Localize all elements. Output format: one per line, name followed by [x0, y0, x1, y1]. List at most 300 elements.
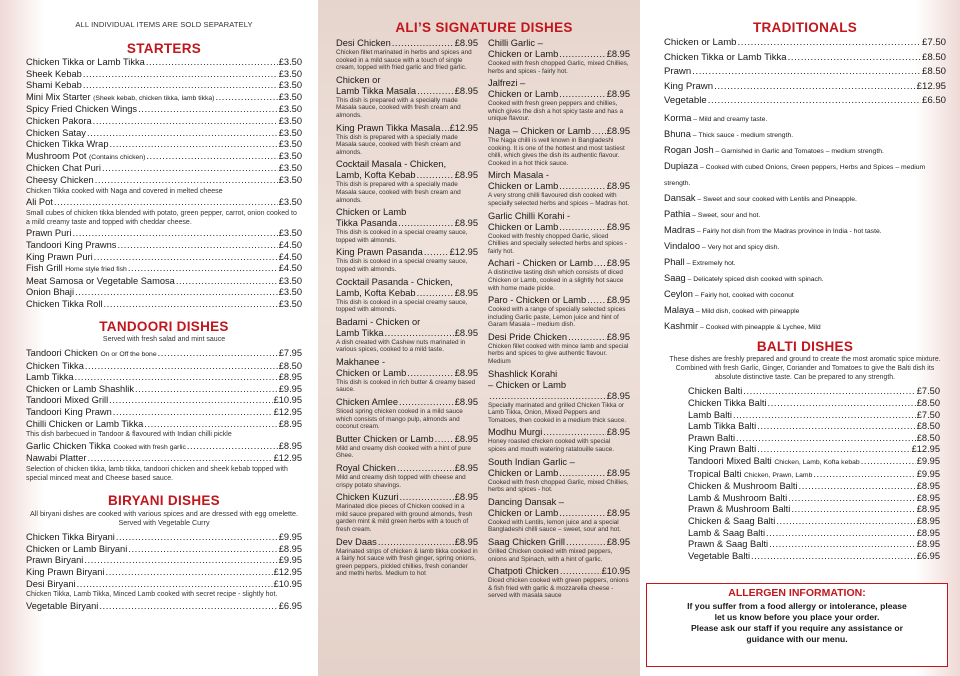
dish-price: £8.95	[454, 218, 478, 229]
menu-item-row	[26, 395, 302, 407]
dot-leader	[72, 228, 277, 240]
item-name	[26, 453, 86, 465]
dish-price: £8.95	[454, 38, 478, 48]
item-description: Selection of chicken tikka, lamb tikka, tandoori chicken and sheek kebab topped with special minced meat and Cheese based sauce.	[26, 465, 288, 483]
signature-dish	[336, 434, 478, 460]
item-name-text: Chicken Chat Puri	[26, 163, 101, 174]
curry-style-desc: – Thick sauce - medium strength.	[690, 131, 794, 139]
dot-leader	[87, 453, 272, 465]
middle-panel	[318, 0, 640, 676]
dot-leader	[788, 51, 921, 66]
signature-dish	[336, 207, 478, 244]
menu-item-row	[688, 433, 940, 445]
item-description: This dish barbecued in Tandoor & flavoured with Indian chilli pickle	[26, 431, 232, 439]
menu-item	[688, 504, 940, 516]
item-name	[688, 421, 756, 433]
item-name	[26, 175, 94, 187]
dish-price-row	[488, 537, 630, 548]
dish-description: Sliced spring chicken cooked in a mild sauce which consists of mango pulp, almonds and coconut cream.	[336, 408, 463, 431]
signature-dish	[336, 463, 478, 489]
signature-dish	[336, 38, 478, 72]
menu-item-row	[26, 228, 302, 240]
curry-style	[664, 159, 946, 191]
dot-leader	[93, 116, 278, 128]
signature-title: ALI’S SIGNATURE DISHES	[395, 20, 573, 35]
dot-leader	[75, 372, 278, 384]
left-panel	[0, 0, 318, 676]
menu-item-row	[26, 361, 302, 373]
item-name-text: Chicken Satay	[26, 127, 86, 138]
dot-leader	[128, 544, 277, 556]
item-price: £8.95	[278, 440, 302, 451]
item-price: £8.95	[916, 504, 940, 515]
item-price: £9.95	[916, 456, 940, 466]
dot-leader	[594, 258, 606, 269]
separate-items-notice: ALL INDIVIDUAL ITEMS ARE SOLD SEPARATELY	[75, 20, 253, 29]
dish-name: Saag Chicken Grill	[488, 537, 565, 547]
curry-style-desc: – Fairly hot, cooked with coconut	[692, 291, 794, 299]
menu-item	[688, 528, 940, 540]
item-name	[688, 481, 798, 493]
menu-item	[688, 421, 940, 433]
item-name-text: Lamb Balti	[688, 409, 732, 420]
menu-item-row	[26, 128, 302, 140]
dot-leader	[113, 407, 273, 419]
item-price: £3.50	[278, 104, 302, 115]
signature-dish	[488, 38, 630, 75]
menu-item-row	[26, 287, 302, 299]
dish-price: £8.95	[606, 258, 630, 269]
item-name	[26, 92, 214, 105]
menu-item-row	[26, 163, 302, 175]
dot-leader	[559, 468, 605, 479]
dot-leader	[791, 504, 915, 516]
item-name-text: Chicken Tikka or Lamb Tikka	[26, 57, 145, 67]
dish-description: This dish is cooked in a special creamy sauce, topped with almonds.	[336, 298, 468, 314]
dish-price: £8.95	[606, 89, 630, 100]
menu-item-row	[26, 104, 302, 116]
item-price: £4.50	[278, 263, 302, 274]
item-name	[26, 240, 116, 252]
item-name-text: Vegetable Biryani	[26, 600, 99, 611]
dish-name: Modhu Murgi	[488, 427, 543, 438]
item-name-text: Chicken Tikka Roll	[26, 299, 103, 309]
dot-leader	[158, 348, 278, 360]
base-name: Chicken or Lamb	[664, 37, 737, 48]
dish-name: Lamb, Kofta Kebab	[336, 287, 416, 298]
curry-style	[664, 287, 946, 303]
signature-dish	[488, 126, 630, 167]
dot-leader	[378, 537, 454, 548]
signature-dish	[488, 170, 630, 207]
dot-leader	[106, 567, 273, 579]
dish-description: This dish is cooked in a special creamy sauce, topped with almonds.	[336, 229, 468, 244]
dish-name: Chicken or Lamb	[488, 89, 559, 100]
item-name-text: Lamb Tikka Balti	[688, 421, 757, 432]
menu-item	[26, 372, 302, 384]
item-name	[26, 361, 84, 373]
item-name	[26, 579, 76, 591]
biryani-title: BIRYANI DISHES	[108, 492, 220, 508]
dish-price: £8.95	[606, 125, 630, 136]
dish-name-line: Cocktail Masala - Chicken,	[336, 159, 447, 170]
item-name	[26, 228, 71, 240]
signature-dish	[488, 211, 630, 256]
menu-item-row	[26, 372, 302, 384]
item-name-text: Tropical Balti	[688, 468, 742, 479]
menu-item	[26, 57, 302, 69]
item-name	[688, 386, 742, 398]
item-price: £8.95	[916, 539, 940, 550]
dot-leader	[592, 126, 606, 137]
item-price: £9.95	[278, 555, 302, 566]
menu-item-row	[26, 567, 302, 579]
dot-leader	[424, 247, 449, 258]
dot-leader	[135, 384, 278, 396]
item-price: £3.50	[278, 299, 302, 309]
item-name	[26, 197, 53, 209]
curry-style-desc: – Extremely hot.	[684, 259, 736, 267]
tandoori-title: TANDOORI DISHES	[99, 318, 229, 334]
curry-style-desc: – Mild and creamy taste.	[691, 115, 768, 123]
item-price: £8.50	[916, 432, 940, 443]
signature-dish	[488, 427, 630, 453]
dot-leader	[714, 80, 916, 95]
item-note: On or Off the bone	[100, 351, 157, 359]
item-name	[688, 516, 775, 528]
menu-item	[688, 551, 940, 563]
dish-price-row	[336, 38, 478, 49]
dot-leader	[102, 163, 278, 175]
right-panel	[640, 0, 960, 676]
curry-style	[664, 191, 946, 207]
dish-description: This dish is cooked in a special creamy sauce, topped with almonds.	[336, 258, 468, 273]
item-name-text: Prawn Puri	[26, 228, 72, 239]
item-name	[26, 299, 102, 311]
menu-item	[688, 481, 940, 493]
dot-leader	[392, 38, 454, 49]
item-note: Chicken, Lamb, Kofta kebab	[774, 459, 860, 466]
menu-item-row	[26, 57, 302, 69]
item-name-text: Chicken Pakora	[26, 115, 92, 126]
dish-name: Achari - Chicken or Lamb	[488, 258, 593, 269]
signature-dish	[488, 537, 630, 563]
menu-item-row	[26, 579, 302, 591]
menu-item	[26, 128, 302, 140]
balti-subtitle: These dishes are freshly prepared and ground to create the most aromatic spice mixture. Combined with fresh Garlic, Ginger, Coriander and Tomatoes to give the Balti dish its absolute distinctive taste. Can be prepared to any strength.	[669, 355, 941, 382]
item-name-text: Mini Mix Starter	[26, 91, 91, 102]
item-name	[26, 128, 86, 140]
item-name	[26, 601, 98, 613]
traditionals-title: TRADITIONALS	[752, 20, 858, 35]
dish-description: Cooked with Lentils, lemon juice and a special Bangladeshi chilli sauce – sweet, sour and hot.	[488, 518, 621, 534]
curry-style-name: Ceylon	[664, 288, 693, 299]
dish-name-line: Mirch Masala -	[488, 170, 549, 181]
allergen-line: Please ask our staff if you require any assistance or	[690, 623, 904, 633]
dot-leader	[128, 263, 278, 275]
dish-name: Lamb Tikka	[336, 327, 384, 338]
dish-price-row	[488, 508, 630, 519]
item-price: £8.50	[278, 360, 302, 371]
dot-leader	[441, 123, 448, 134]
item-name	[26, 441, 186, 454]
menu-item-row	[26, 407, 302, 419]
item-price: £8.95	[916, 481, 940, 492]
starters-list	[26, 57, 302, 311]
dish-description: Cooked with fresh green peppers and chillies, which gives the dish a hot spicy taste and has a unique flavour.	[488, 100, 623, 123]
dot-leader	[417, 170, 454, 181]
item-name	[26, 276, 175, 288]
dot-leader	[708, 94, 921, 109]
curry-style	[664, 111, 946, 127]
item-price: £8.95	[916, 515, 940, 526]
item-name-text: Spicy Fried Chicken Wings	[26, 104, 138, 115]
menu-item-row	[26, 419, 302, 431]
dish-price-row	[336, 368, 478, 379]
dish-price-row	[488, 181, 630, 192]
dot-leader	[799, 481, 916, 493]
dish-price: £8.95	[454, 367, 478, 378]
dish-description: Chicken fillet cooked with mince lamb and special herbs and spices to give authentic flavour. Medium	[488, 342, 629, 366]
item-name	[688, 398, 767, 410]
menu-item	[688, 516, 940, 528]
dish-description: This dish is prepared with a specially made Masala sauce, cooked with fresh cream and almonds.	[336, 133, 461, 156]
menu-item-row	[26, 151, 302, 164]
dot-leader	[187, 441, 278, 453]
dish-price: £8.95	[454, 397, 478, 408]
dish-price-row	[336, 170, 478, 181]
dot-leader	[83, 80, 278, 92]
dot-leader	[738, 36, 921, 51]
dish-price: £8.95	[454, 492, 478, 503]
item-note: Home style fried fish	[65, 266, 127, 274]
menu-item	[26, 197, 302, 227]
curry-style	[664, 223, 946, 239]
curry-style-name: Bhuna	[664, 128, 691, 139]
traditional-base-row	[664, 94, 946, 109]
curry-style-desc: – Sweet, sour and hot.	[690, 211, 761, 219]
dish-name: Desi Chicken	[336, 38, 391, 48]
dish-name-line: Makhanee -	[336, 356, 386, 367]
item-price: £3.50	[278, 68, 302, 79]
dot-leader	[400, 492, 454, 503]
dish-name-line: Dancing Dansak –	[488, 496, 564, 507]
item-price: £12.95	[911, 444, 940, 455]
item-price: £3.50	[278, 196, 302, 207]
dish-price: £8.95	[454, 536, 478, 547]
menu-item-row	[26, 139, 302, 151]
item-name	[26, 104, 137, 116]
dish-price: £8.95	[606, 49, 630, 59]
dot-leader	[87, 128, 278, 140]
menu-item	[26, 601, 302, 613]
menu-item-row	[26, 544, 302, 556]
item-name	[26, 407, 112, 419]
menu-item	[26, 567, 302, 579]
menu-item	[26, 287, 302, 299]
menu-item-row	[26, 555, 302, 567]
item-name	[26, 252, 93, 264]
item-name-text: Fish Grill	[26, 263, 63, 274]
curry-style-desc: – Delicately spiced dish cooked with spinach.	[685, 275, 824, 283]
dish-price: £10.95	[601, 566, 630, 577]
dish-price: £8.95	[606, 507, 630, 518]
dish-name-line: – Chicken or Lamb	[488, 379, 567, 390]
dot-leader	[743, 386, 915, 398]
dish-description: This dish is prepared with a specially made Masala sauce, cooked with fresh cream and almonds.	[336, 96, 461, 119]
menu-item	[688, 386, 940, 398]
curry-style-name: Kashmir	[664, 320, 699, 331]
dot-leader	[176, 276, 278, 288]
dish-price: £8.95	[606, 390, 630, 401]
signature-column-1	[336, 38, 478, 603]
item-price: £9.95	[278, 532, 302, 543]
menu-item-row	[26, 384, 302, 396]
dish-price: £8.95	[606, 537, 630, 547]
dot-leader	[94, 252, 278, 264]
signature-dish	[488, 566, 630, 600]
menu-item-row	[688, 528, 940, 540]
dish-name: Chicken or Lamb	[488, 467, 559, 478]
item-price: £3.50	[278, 127, 302, 138]
dish-name: Butter Chicken or Lamb	[336, 433, 434, 444]
curry-style-name: Korma	[664, 112, 692, 123]
curry-style-name: Madras	[664, 224, 696, 235]
dish-description: Diced chicken cooked with green peppers, onions & fish fried with garlic & mozzarella cheese - served with masala sauce	[488, 577, 629, 600]
menu-item	[26, 441, 302, 454]
dish-description: Cooked with fresh chopped Garlic, mixed Chillies, herbs and spices - hot.	[488, 478, 629, 494]
menu-item-row	[688, 493, 940, 505]
biryani-subtitle: All biryani dishes are cooked with various spices and are dressed with egg omelette. Served with Vegetable Curry	[29, 508, 299, 528]
item-price: £8.50	[916, 398, 940, 409]
dish-price-row	[488, 427, 630, 438]
dish-price: £8.95	[606, 467, 630, 478]
item-price: £3.50	[278, 228, 302, 239]
curry-style-desc: – Very hot and spicy dish.	[700, 243, 780, 251]
dish-description: Mild and creamy dish topped with cheese and crispy potato shavings.	[336, 474, 466, 489]
menu-item-row	[26, 441, 302, 454]
menu-item	[26, 163, 302, 175]
signature-dish	[336, 247, 478, 273]
menu-item-row	[688, 469, 940, 482]
curry-style-name: Pathia	[664, 208, 691, 219]
dot-leader	[768, 398, 916, 410]
dish-description: Cooked with fresh chopped Garlic, mixed Chillies, herbs and spices - fairly hot.	[488, 60, 629, 75]
item-price: £7.50	[916, 386, 940, 397]
dish-price-row	[336, 247, 478, 258]
dot-leader	[587, 295, 606, 306]
dish-price-row	[336, 434, 478, 445]
menu-item-row	[26, 263, 302, 276]
menu-item	[26, 252, 302, 264]
dish-name: Lamb, Kofta Kebab	[336, 170, 416, 181]
item-name-text: Chicken Tikka Biryani	[26, 532, 115, 543]
allergen-line: guidance with our menu.	[746, 634, 848, 644]
menu-item-row	[26, 116, 302, 128]
item-price: £8.95	[916, 492, 940, 503]
item-name	[26, 80, 82, 92]
item-description: Chicken Tikka cooked with Naga and covered in melted cheese	[26, 187, 223, 195]
menu-item	[26, 299, 302, 311]
dot-leader	[733, 410, 916, 422]
dot-leader	[84, 555, 277, 567]
menu-item	[26, 555, 302, 567]
dish-name-line: Chicken or Lamb	[336, 207, 407, 218]
menu-item	[26, 453, 302, 483]
dot-leader	[215, 92, 277, 104]
dot-leader	[54, 197, 278, 209]
menu-item-row	[688, 398, 940, 410]
base-name: Prawn	[664, 66, 692, 77]
dot-leader	[103, 299, 277, 311]
biryani-list	[26, 532, 302, 612]
item-price: £7.95	[278, 348, 302, 359]
traditional-base-row	[664, 51, 946, 66]
curry-style-name: Dansak	[664, 192, 696, 203]
base-name: King Prawn	[664, 80, 714, 92]
menu-item-row	[688, 410, 940, 422]
curry-style	[664, 239, 946, 255]
item-name	[26, 567, 105, 579]
menu-item	[26, 139, 302, 151]
item-name	[26, 372, 74, 384]
signature-dish	[336, 277, 478, 314]
curry-style-name: Phall	[664, 256, 685, 267]
item-price: £3.50	[278, 115, 302, 126]
dish-description: A very strong chilli flavoured dish cooked with specially selected herbs and spices – Madras hot.	[488, 192, 630, 207]
item-name-text: Onion Bhaji	[26, 287, 75, 298]
dish-description: Marinated strips of chicken & lamb tikka cooked in a fairly hot sauce with fresh ginger, spring onions, green peppers, pickled chillies, fresh coriander and methi herbs. Medium to hot	[336, 547, 478, 578]
item-name	[26, 532, 115, 544]
dish-description: A dish created with Cashew nuts marinated in various spices, cooked to a mild taste.	[336, 338, 466, 354]
dish-name: Royal Chicken	[336, 463, 396, 474]
dot-leader	[543, 427, 605, 438]
item-price: £4.50	[278, 251, 302, 262]
base-name: Chicken Tikka or Lamb Tikka	[664, 51, 787, 63]
item-price: £3.50	[278, 275, 302, 286]
item-price: £3.50	[278, 163, 302, 174]
item-name-text: Lamb & Saag Balti	[688, 527, 766, 538]
item-name-text: Chicken Tikka	[26, 360, 84, 371]
dot-leader	[146, 57, 278, 69]
dish-name: Chicken or Lamb	[488, 181, 559, 192]
dish-description: Chicken fillet marinated in herbs and spices and cooked in a mild sauce with a touch of single cream, topped with fried garlic and fried garlic.	[336, 49, 472, 72]
menu-item	[26, 240, 302, 252]
dot-leader	[559, 508, 605, 519]
dot-leader	[489, 391, 606, 402]
signature-dish	[336, 492, 478, 533]
menu-item	[688, 398, 940, 410]
dish-name: Chatpoti Chicken	[488, 566, 559, 577]
allergen-line: let us know before you place your order.	[714, 612, 880, 622]
signature-dish	[488, 78, 630, 123]
item-name	[688, 551, 750, 563]
item-price: £7.50	[916, 409, 940, 420]
dish-name: Tikka Pasanda	[336, 218, 398, 229]
allergen-line: If you suffer from a food allergy or intolerance, please	[687, 601, 907, 611]
dish-price: £8.95	[606, 331, 630, 342]
dish-description: A distinctive tasting dish which consists of diced Chicken or Lamb, cooked in a slightly hot sauce with home made pickle.	[488, 269, 624, 292]
menu-item-row	[688, 539, 940, 551]
dish-name-line: Jalfrezi –	[488, 78, 526, 89]
dish-price-row	[336, 328, 478, 339]
menu-item	[26, 579, 302, 600]
menu-item	[26, 544, 302, 556]
balti-title: BALTI DISHES	[756, 338, 854, 354]
menu-item	[688, 433, 940, 445]
dish-price: £8.95	[454, 287, 478, 298]
curry-style-desc: – Cooked with pineapple & Lychee, Mild	[698, 323, 821, 331]
